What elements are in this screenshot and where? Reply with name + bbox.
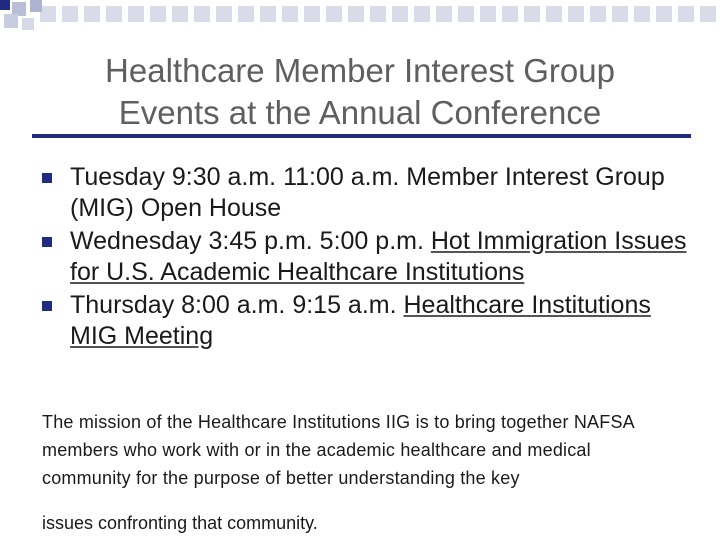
- title-line-1: Healthcare Member Interest Group: [105, 52, 615, 89]
- event-list: [38, 162, 698, 354]
- event-item-tuesday: [38, 162, 698, 224]
- corner-squares-decoration: [0, 0, 720, 50]
- event-text: Thursday 8:00 a.m. 9:15 a.m.: [70, 291, 404, 319]
- event-link-mig-meeting[interactable]: Healthcare Institutions MIG Meeting: [70, 291, 651, 350]
- square-bullet-icon: [42, 237, 52, 247]
- event-item-wednesday: [38, 226, 698, 288]
- slide-title: [30, 50, 690, 134]
- title-line-2: Events at the Annual Conference: [118, 94, 602, 131]
- square-bullet-icon: [42, 173, 52, 183]
- mission-statement-last-line: issues confronting that community.: [42, 513, 318, 533]
- event-text: Tuesday 9:30 a.m. 11:00 a.m. Member Interest Group (MIG) Open House: [70, 163, 665, 222]
- event-link-hot-immigration[interactable]: Hot Immigration Issues for U.S. Academic Healthcare Institutions: [70, 227, 687, 286]
- event-item-thursday: [38, 290, 698, 352]
- event-text: Wednesday 3:45 p.m. 5:00 p.m.: [70, 227, 431, 255]
- mission-statement: The mission of the Healthcare Institutions IIG is to bring together NAFSA members who work with or in the academic healthcare and medical community for the purpose of better understanding the key: [42, 412, 634, 488]
- title-divider: [32, 134, 691, 138]
- square-bullet-icon: [42, 301, 52, 311]
